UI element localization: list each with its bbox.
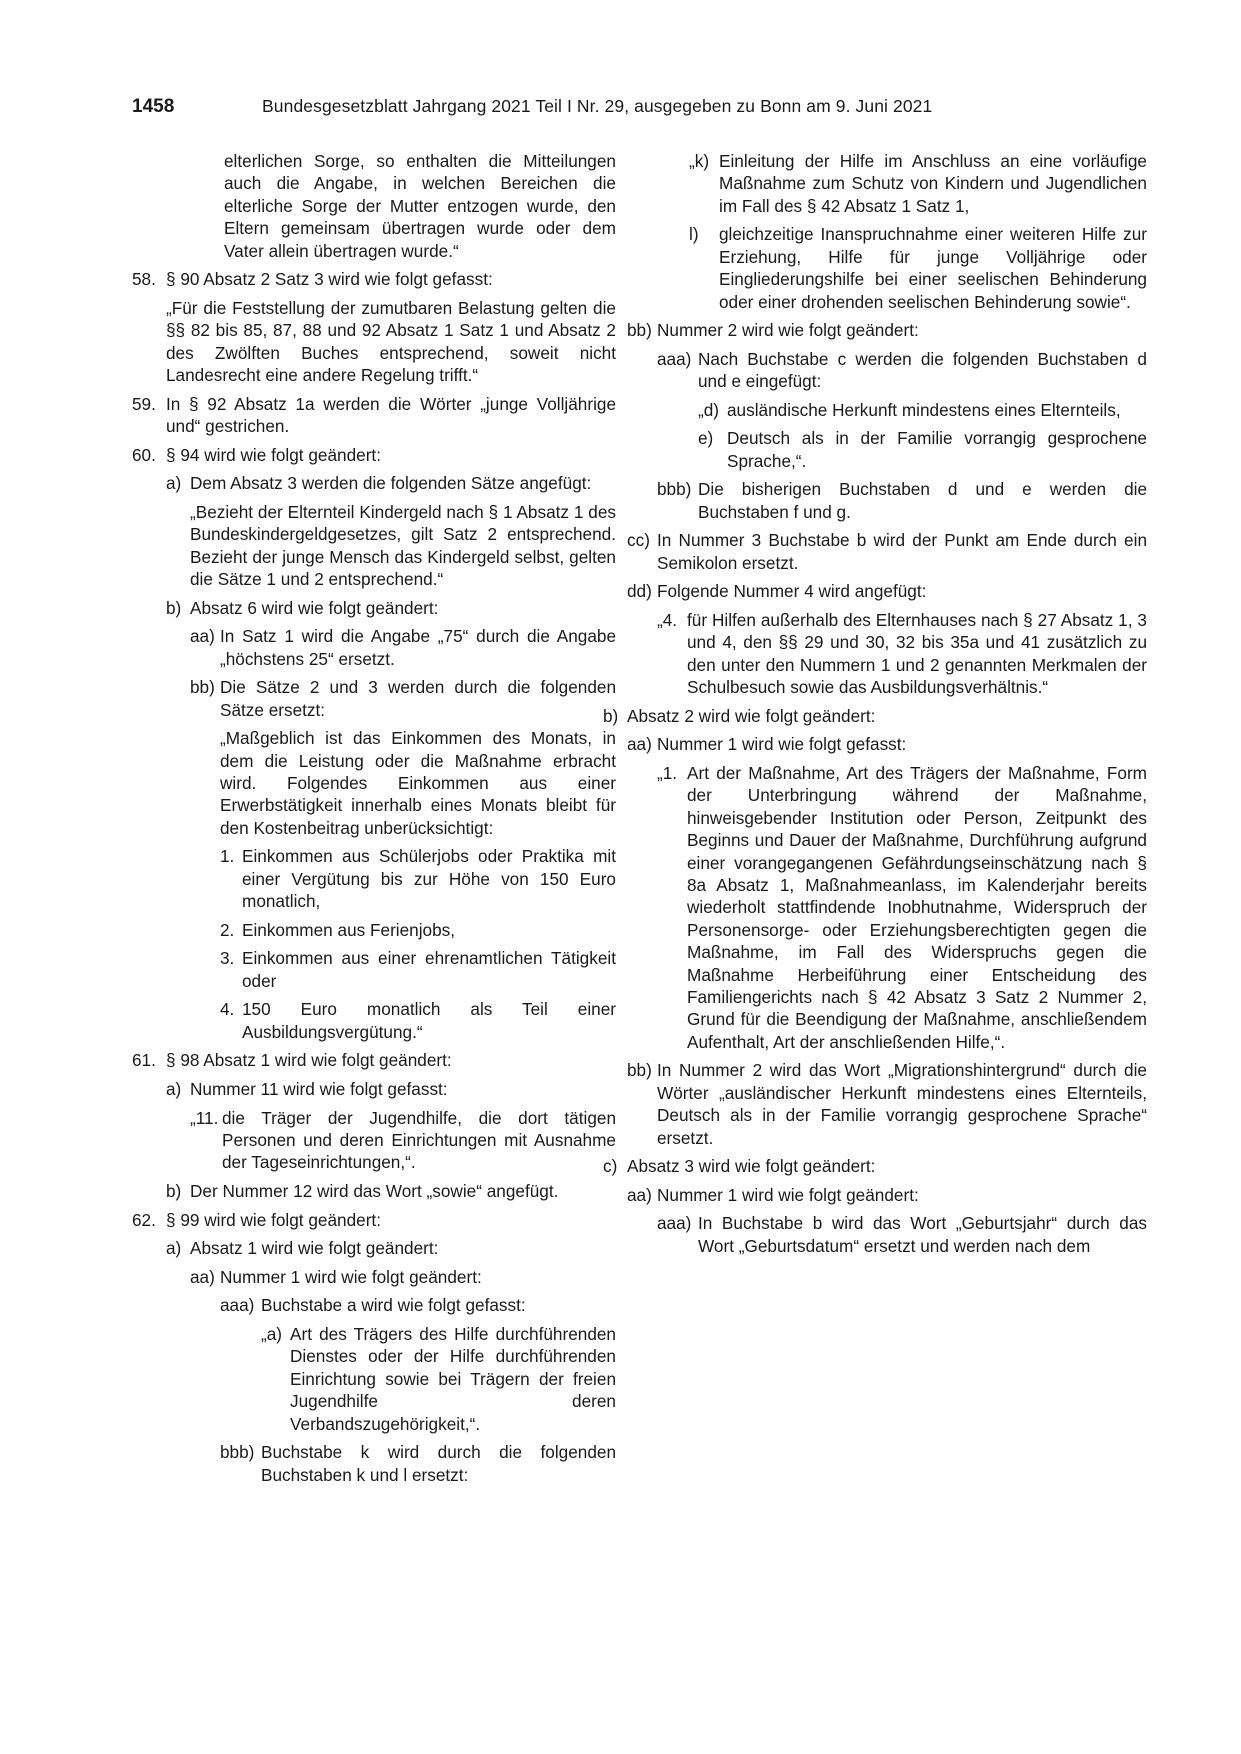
item-label: aaa) (657, 1213, 692, 1234)
item-label: b) (166, 597, 182, 618)
item-text: Art des Trägers des Hilfe durchführenden Dienstes oder der Hilfe durchführenden Einrichtung sowie bei Trägern der freien Jugendhilfe deren Verbandszugehörigkeit,“. (290, 1324, 616, 1434)
item-label: aaa) (220, 1295, 255, 1316)
left-column (132, 150, 619, 1492)
item-text: ausländische Herkunft mindestens eines Elternteils, (727, 399, 1121, 420)
item-label: b) (166, 1181, 182, 1202)
item-text: § 90 Absatz 2 Satz 3 wird wie folgt gefasst: (166, 269, 493, 290)
item-text: Einkommen aus Ferienjobs, (242, 919, 456, 940)
item-label: c) (603, 1156, 618, 1177)
item-label: 2. (220, 919, 235, 940)
item-text: die Träger der Jugendhilfe, die dort tätigen Personen und deren Einrichtungen mit Ausnahme der Tageseinrichtungen,“. (222, 1107, 616, 1173)
list-item (627, 733, 1147, 755)
item-label: „a) (261, 1324, 283, 1344)
item-text: Die Sätze 2 und 3 werden durch die folgenden Sätze ersetzt: (220, 677, 616, 720)
item-text: § 98 Absatz 1 wird wie folgt geändert: (166, 1050, 452, 1071)
list-item (657, 348, 1147, 393)
item-text: Absatz 6 wird wie folgt geändert: (190, 597, 439, 618)
item-text: Einkommen aus Schülerjobs oder Praktika mit einer Vergütung bis zur Höhe von 150 Euro monatlich, (242, 846, 616, 912)
paragraph (220, 727, 616, 839)
item-text: Absatz 3 wird wie folgt geändert: (627, 1156, 876, 1177)
item-label: bb) (190, 677, 215, 698)
item-label: „11. (190, 1107, 219, 1128)
page-header (132, 96, 1117, 126)
item-label: aa) (190, 1266, 215, 1287)
list-item (220, 919, 616, 941)
item-label: e) (698, 428, 714, 449)
item-text: § 94 wird wie folgt geändert: (166, 444, 381, 465)
item-text: Nach Buchstabe c werden die folgenden Buchstaben d und e eingefügt: (698, 348, 1147, 392)
header-title: Bundesgesetzblatt Jahrgang 2021 Teil I Nr. 29, ausgegeben zu Bonn am 9. Juni 2021 (262, 96, 933, 116)
item-text: In Nummer 3 Buchstabe b wird der Punkt am Ende durch ein Semikolon ersetzt. (657, 530, 1147, 573)
item-text: „Bezieht der Elternteil Kindergeld nach § 1 Absatz 1 des Bundeskindergeldgesetzes, gilt Satz 2 entsprechend. Bezieht der junge Mensch das Kindergeld selbst, gelten die Sätze 1 und 2 entsprechend.“ (190, 501, 616, 590)
item-label: „4. (657, 610, 678, 630)
list-item (657, 609, 1147, 699)
item-text: „Für die Feststellung der zumutbaren Belastung gelten die §§ 82 bis 85, 87, 88 und 92 Absatz 1 Satz 1 und Absatz 2 des Zwölften Buches entsprechend, soweit nicht Landesrecht eine andere Regelung trifft.“ (166, 297, 616, 386)
item-label: 62. (132, 1209, 156, 1230)
item-label: 3. (220, 948, 235, 969)
item-text: gleichzeitige Inanspruchnahme einer weiteren Hilfe zur Erziehung, Hilfe für junge Volljährige oder Eingliederungshilfe bei einer seelischen Behinderung oder einer drohenden seelischen Behinderung sowie“. (719, 224, 1147, 312)
item-label: aa) (190, 626, 215, 647)
list-item (166, 597, 616, 619)
list-item (190, 676, 616, 721)
item-label: aa) (627, 1184, 652, 1205)
item-label: 4. (220, 999, 235, 1020)
item-label: cc) (627, 530, 650, 551)
item-text: Buchstabe k wird durch die folgenden Buchstaben k und l ersetzt: (261, 1442, 616, 1485)
page-number: 1458 (132, 96, 175, 117)
list-item (132, 393, 616, 438)
list-item (132, 268, 616, 290)
list-item (166, 1180, 616, 1202)
list-item (220, 947, 616, 992)
list-item (603, 705, 1147, 727)
item-text: Der Nummer 12 wird das Wort „sowie“ angefügt. (190, 1181, 559, 1202)
item-text: „Maßgeblich ist das Einkommen des Monats, in dem die Leistung oder die Maßnahme erbracht wird. Folgendes Einkommen aus einer Erwerbstätigkeit innerhalb eines Monats bleibt für den Kostenbeitrag unberücksichtigt: (220, 728, 616, 838)
item-label: 58. (132, 269, 156, 290)
item-label: bb) (627, 1060, 652, 1081)
item-text: In Satz 1 wird die Angabe „75“ durch die Angabe „höchstens 25“ ersetzt. (220, 626, 616, 669)
list-item (689, 223, 1147, 313)
list-item (657, 762, 1147, 1053)
item-text: Folgende Nummer 4 wird angefügt: (657, 581, 927, 602)
paragraph (166, 297, 616, 387)
list-item (190, 1107, 616, 1174)
list-item (627, 1059, 1147, 1149)
item-label: aa) (627, 734, 652, 755)
item-label: aaa) (657, 348, 692, 369)
item-text: Nummer 1 wird wie folgt geändert: (220, 1266, 482, 1287)
item-label: 61. (132, 1050, 156, 1071)
list-item (603, 1155, 1147, 1177)
list-item (657, 478, 1147, 523)
item-text: Die bisherigen Buchstaben d und e werden die Buchstaben f und g. (698, 479, 1147, 522)
item-text: Absatz 2 wird wie folgt geändert: (627, 705, 876, 726)
item-label: 60. (132, 444, 156, 465)
item-label: a) (166, 1079, 182, 1100)
list-item (220, 1294, 616, 1316)
list-item (220, 845, 616, 912)
list-item (132, 1209, 616, 1231)
item-text: In Nummer 2 wird das Wort „Migrationshintergrund“ durch die Wörter „ausländischer Herkunft mindestens eines Elternteils, Deutsch als in der Familie vorrangig gesprochene Sprache“ ersetzt. (657, 1060, 1147, 1148)
item-text: Einleitung der Hilfe im Anschluss an eine vorläufige Maßnahme zum Schutz von Kindern und Jugendlichen im Fall des § 42 Absatz 1 Satz 1, (719, 151, 1147, 216)
list-item (220, 998, 616, 1043)
list-item (132, 1049, 616, 1071)
item-text: Deutsch als in der Familie vorrangig gesprochene Sprache,“. (727, 428, 1147, 471)
list-item (220, 1441, 616, 1486)
item-text: für Hilfen außerhalb des Elternhauses nach § 27 Absatz 1, 3 und 4, den §§ 29 und 30, 32 bis 35a und 41 zusätzlich zu den unter den Nummern 1 und 2 genannten Merkmalen der Schulbesuch sowie das Ausbildungsverhältnis.“ (687, 610, 1147, 698)
list-item (627, 1184, 1147, 1206)
item-text: Nummer 1 wird wie folgt geändert: (657, 1184, 919, 1205)
list-item (166, 1237, 616, 1259)
right-column (603, 150, 1147, 1263)
item-label: dd) (627, 581, 652, 602)
item-label: „1. (657, 763, 678, 783)
list-item (166, 472, 616, 494)
list-item (166, 1078, 616, 1100)
item-text: Dem Absatz 3 werden die folgenden Sätze angefügt: (190, 473, 592, 494)
list-item (698, 427, 1147, 472)
item-text: Nummer 1 wird wie folgt gefasst: (657, 734, 907, 755)
item-text: Buchstabe a wird wie folgt gefasst: (261, 1295, 526, 1316)
item-label: a) (166, 473, 182, 494)
item-text: In Buchstabe b wird das Wort „Geburtsjahr“ durch das Wort „Geburtsdatum“ ersetzt und werden nach dem (698, 1213, 1147, 1256)
list-item (698, 399, 1147, 421)
item-label: „k) (689, 151, 710, 171)
list-item (689, 150, 1147, 217)
list-item (627, 319, 1147, 341)
item-label: l) (689, 224, 699, 245)
item-text: Nummer 11 wird wie folgt gefasst: (190, 1079, 448, 1100)
item-label: 1. (220, 846, 235, 867)
item-label: 59. (132, 393, 156, 414)
paragraph (224, 150, 616, 262)
list-item (627, 529, 1147, 574)
list-item (190, 625, 616, 670)
list-item (261, 1323, 616, 1435)
item-label: a) (166, 1238, 182, 1259)
item-label: b) (603, 705, 619, 726)
list-item (657, 1212, 1147, 1257)
paragraph (190, 501, 616, 591)
item-text: Absatz 1 wird wie folgt geändert: (190, 1238, 439, 1259)
list-item (190, 1266, 616, 1288)
list-item (627, 580, 1147, 602)
item-text: § 99 wird wie folgt geändert: (166, 1209, 381, 1230)
item-label: bb) (627, 320, 652, 341)
item-label: „d) (698, 399, 720, 420)
item-text: elterlichen Sorge, so enthalten die Mitteilungen auch die Angabe, in welchen Bereichen die elterliche Sorge der Mutter entzogen wurde, den Eltern gemeinsam übertragen wurde oder dem Vater allein übertragen wurde.“ (224, 151, 616, 261)
item-text: In § 92 Absatz 1a werden die Wörter „junge Volljährige und“ gestrichen. (166, 393, 616, 437)
item-text: Art der Maßnahme, Art des Trägers der Maßnahme, Form der Unterbringung während der Maßnahme, hinweisgebender Institution oder Person, Zeitpunkt des Beginns und Dauer der Maßnahme, Durchführung aufgrund einer vorangegangenen Gefährdungseinschätzung nach § 8a Absatz 1, Maßnahmeanlass, im Kalenderjahr bereits wiederholt stattfindende Inobhutnahme, Widerspruch der Personensorge- oder Erziehungsberechtigten gegen die Maßnahme, im Fall des Widerspruchs gegen die Maßnahme Herbeiführung einer Entscheidung des Familiengerichts nach § 42 Absatz 3 Satz 2 Nummer 2, Grund für die Beendigung der Maßnahme, anschließendem Aufenthalt, Art der anschließenden Hilfe,“. (687, 763, 1147, 1052)
item-label: bbb) (220, 1442, 255, 1463)
item-label: bbb) (657, 479, 692, 500)
item-text: 150 Euro monatlich als Teil einer Ausbildungsvergütung.“ (242, 999, 616, 1042)
item-text: Einkommen aus einer ehrenamtlichen Tätigkeit oder (242, 948, 616, 991)
item-text: Nummer 2 wird wie folgt geändert: (657, 320, 919, 341)
list-item (132, 444, 616, 466)
